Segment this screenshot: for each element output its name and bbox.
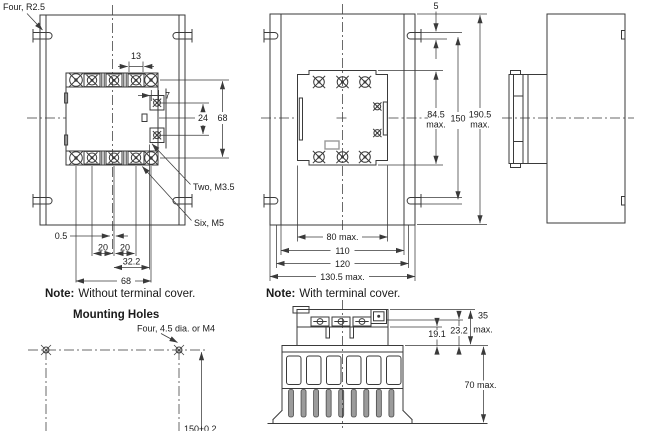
dim-120-label: 120 xyxy=(334,258,351,269)
relay-on-heatsink xyxy=(293,307,388,346)
indicator-window xyxy=(142,114,147,122)
dim-20-right-label: 20 xyxy=(119,242,131,253)
m35-terminals-label: Two, M3.5 xyxy=(193,182,235,192)
dim-150-mounting-label: 150±0.2 xyxy=(184,424,217,431)
dim-190-5-label: 190.5 xyxy=(468,109,492,120)
dim-35-max-label: max. xyxy=(473,324,493,335)
dim-110-label: 110 xyxy=(335,245,350,256)
dim-24-label: 24 xyxy=(197,113,209,123)
note-with-cover: Note: With terminal cover. xyxy=(266,288,401,300)
dim-150-label: 150 xyxy=(450,113,466,124)
mounting-hole-icon xyxy=(41,345,51,355)
dim-32-2-label: 32.2 xyxy=(122,256,141,267)
label-window xyxy=(325,141,339,149)
dim-0-5-label: 0.5 xyxy=(54,231,68,241)
dim-84-5-label: 84.5 xyxy=(427,109,445,120)
mounting-holes xyxy=(28,309,216,431)
side-view xyxy=(502,14,634,223)
mounting-holes-title: Mounting Holes xyxy=(73,309,160,321)
relay-body xyxy=(65,73,166,165)
finned-heatsink xyxy=(268,300,487,428)
dim-80-label: 80 max. xyxy=(326,232,359,242)
dim-68-bottom-label: 68 xyxy=(120,276,132,286)
dim-84-5-max-label: max. xyxy=(426,119,446,130)
corner-radius-label: Four, R2.5 xyxy=(3,2,46,12)
heatsink-view-dimensions xyxy=(387,310,498,423)
heatsink-side xyxy=(547,14,625,223)
dim-35-label: 35 xyxy=(477,310,489,321)
note-without-cover: Note: Without terminal cover. xyxy=(45,288,196,300)
dim-5-label: 5 xyxy=(433,1,439,11)
dim-68-right-label: 68 xyxy=(217,113,228,123)
m5-terminals-label: Six, M5 xyxy=(194,218,225,228)
cover-view-dimensions xyxy=(270,1,491,282)
dim-190-5-max-label: max. xyxy=(470,119,490,130)
cover-view xyxy=(261,1,491,300)
heatsink-side-view xyxy=(268,300,498,428)
dim-7-label: 7 xyxy=(165,90,171,101)
front-view xyxy=(3,2,235,300)
terminal-screws-side xyxy=(311,317,371,326)
mounting-holes-label: Four, 4.5 dia. or M4 xyxy=(137,323,216,334)
front-view-plate xyxy=(27,5,192,256)
dim-130-5-label: 130.5 max. xyxy=(320,271,365,282)
heatsink-fins xyxy=(289,390,394,418)
dim-19-1-label: 19.1 xyxy=(428,329,446,339)
dim-70-label: 70 max. xyxy=(464,380,497,390)
dim-23-2-label: 23.2 xyxy=(450,325,468,336)
relay-side-profile xyxy=(509,71,547,168)
dim-20-left-label: 20 xyxy=(97,242,109,253)
dim-13-label: 13 xyxy=(130,51,142,61)
mounting-hole-icon xyxy=(174,345,184,355)
